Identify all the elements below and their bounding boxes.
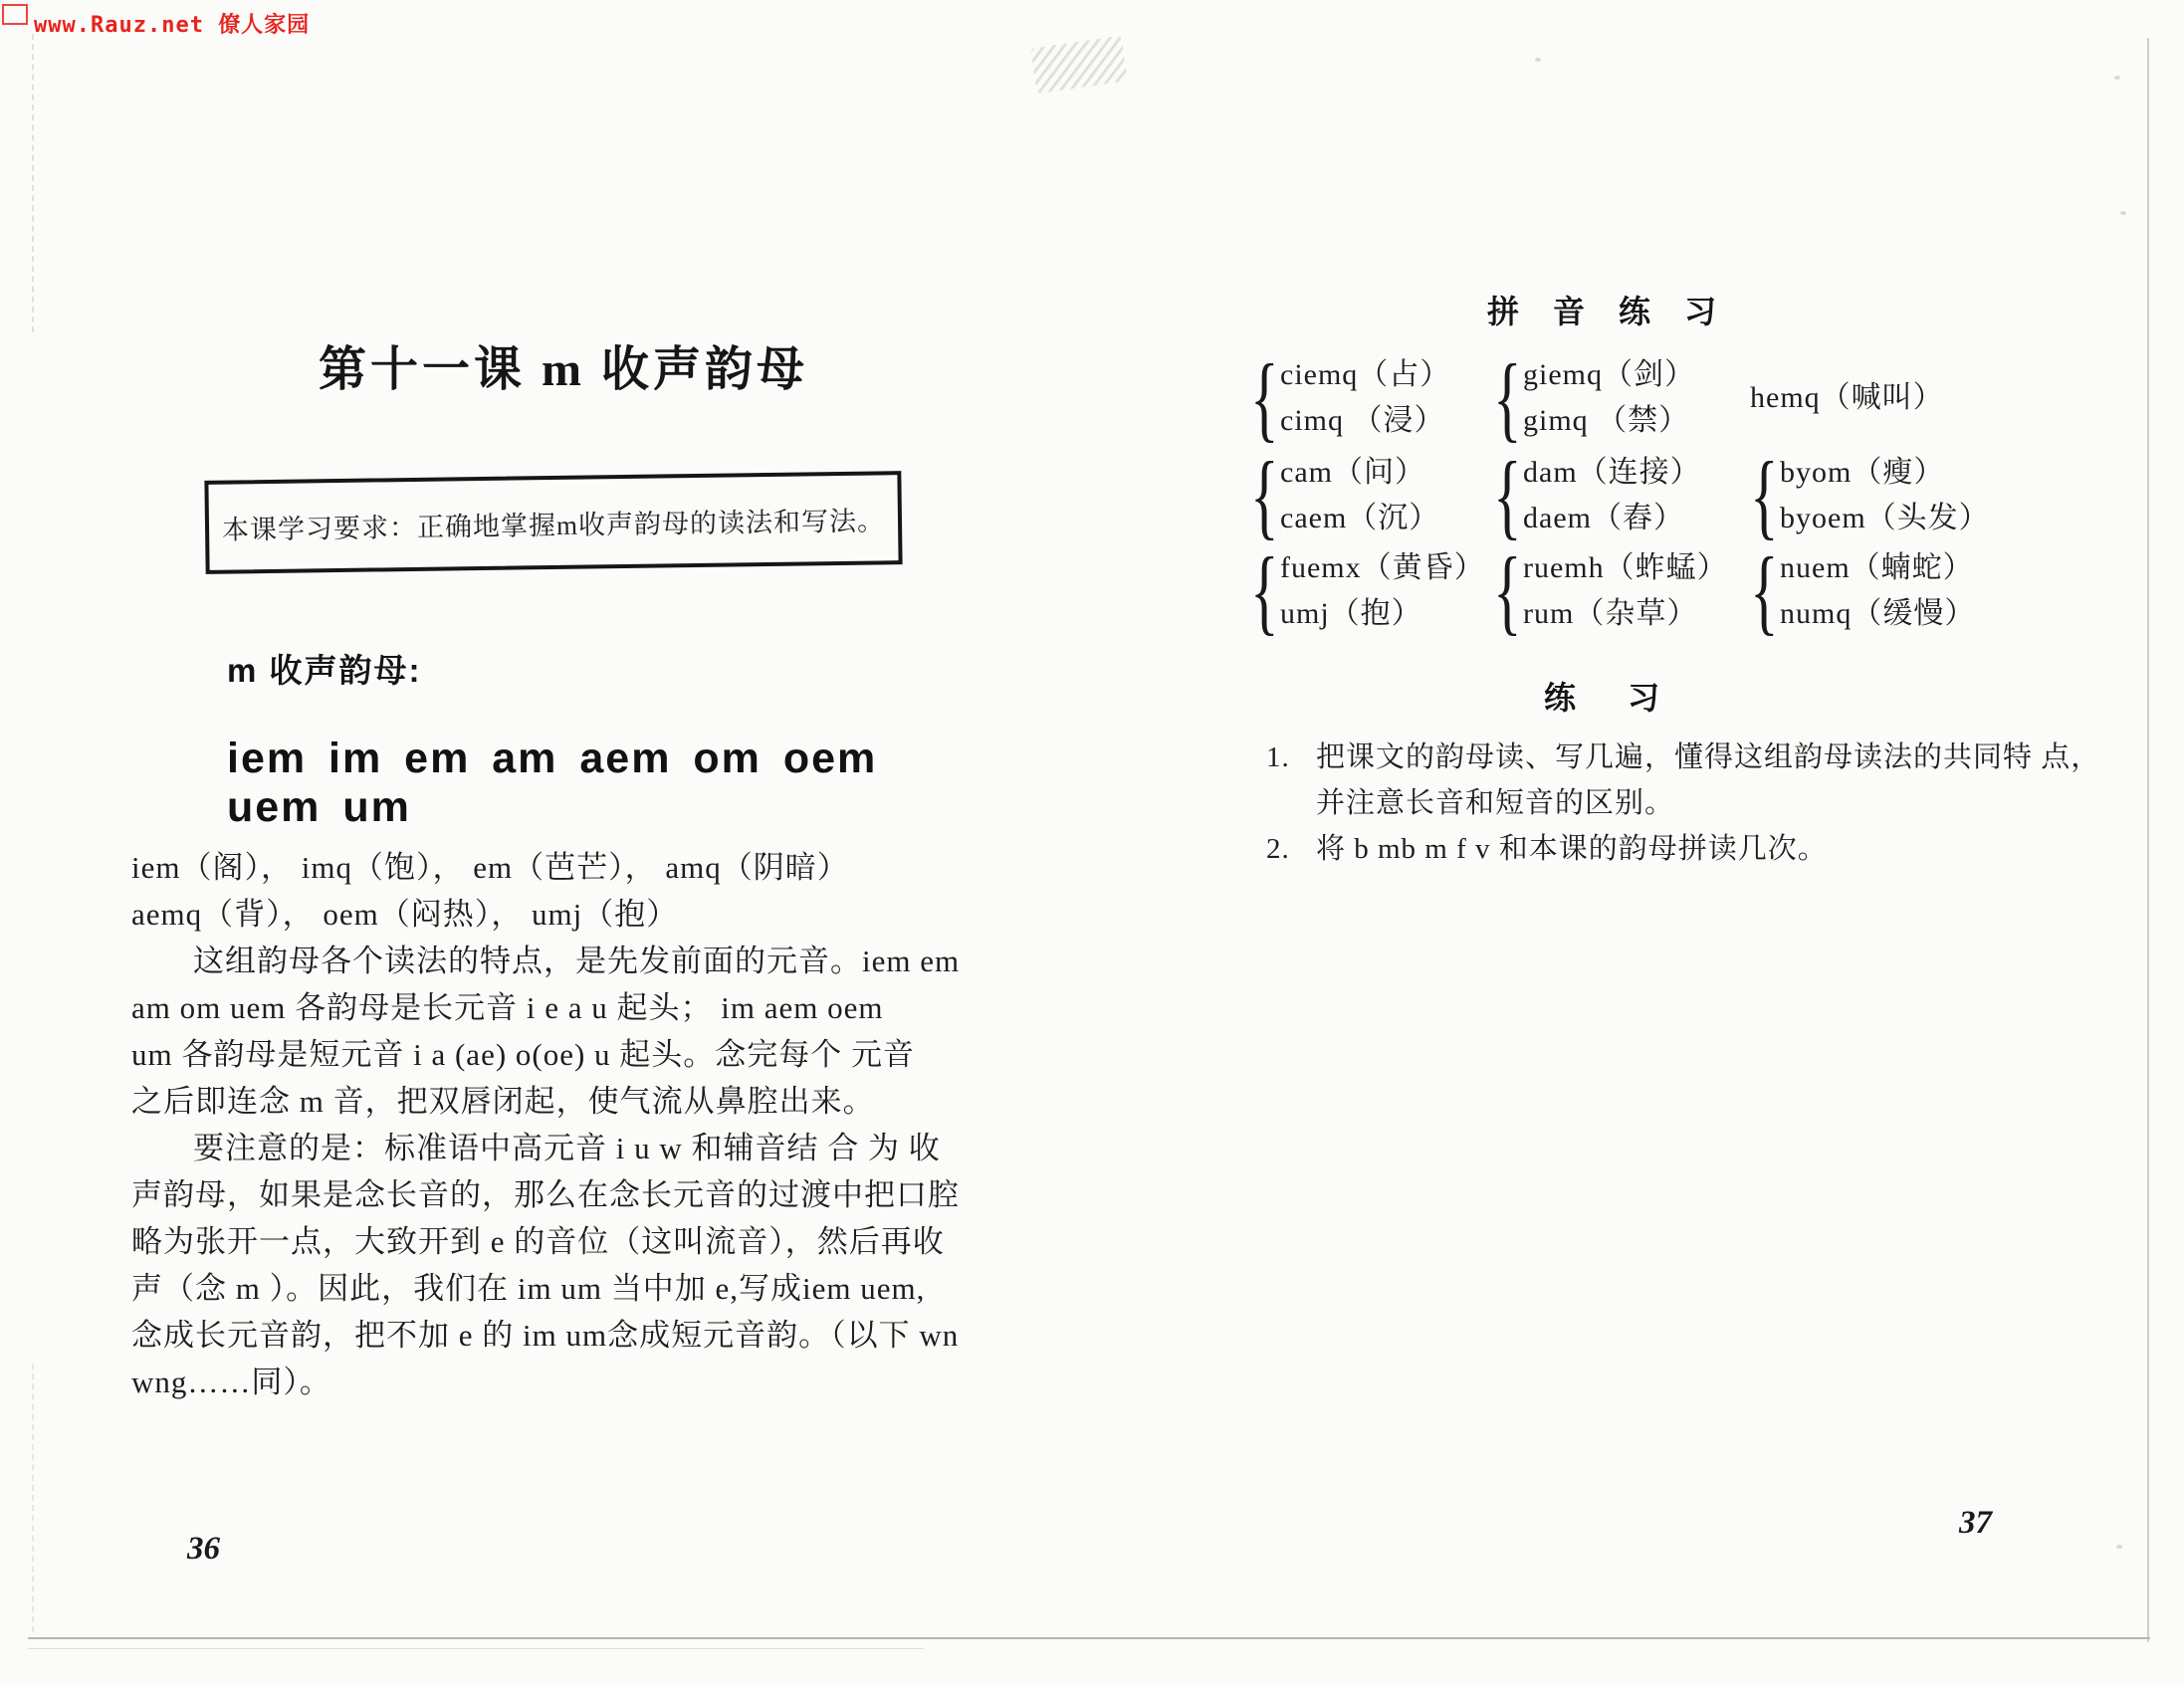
body-line: am om uem 各韵母是长元音 i e a u 起头； im aem oem [131, 990, 884, 1025]
watermark-text: www.Rauz.net 僚人家园 [34, 13, 311, 38]
body-line: 念成长元音韵，把不加 e 的 im um念成短元音韵。（以下 wn [131, 1318, 960, 1353]
body-line: 这组韵母各个读法的特点，是先发前面的元音。iem em [193, 944, 961, 978]
scan-edge-left-bottom [32, 1364, 36, 1632]
pinyin-pair-group [1250, 442, 1493, 548]
pinyin-word: numq（缓慢） [1780, 597, 1976, 630]
scan-speck [2120, 211, 2126, 215]
brace-icon: { [1493, 344, 1522, 451]
pinyin-pair-group [1493, 537, 1750, 644]
body-text [131, 844, 980, 1405]
body-line: 之后即连念 m 音，把双唇闭起，使气流从鼻腔出来。 [131, 1084, 875, 1119]
section-heading: m 收声韵母: [227, 652, 422, 689]
body-line: 要注意的是：标准语中高元音 i u w 和辅音结 合 为 收 [193, 1131, 941, 1165]
pinyin-pair-group [1493, 442, 1750, 548]
scan-speck [2116, 1545, 2122, 1549]
scan-edge-left-top [32, 34, 36, 332]
page-number-left: 36 [187, 1531, 220, 1567]
pinyin-pair-group [1250, 344, 1493, 451]
pinyin-word: dam（连接） [1523, 456, 1701, 489]
pinyin-word: byoem（头发） [1780, 502, 1990, 534]
brace-icon: { [1250, 344, 1279, 451]
pinyin-word: fuemx（黄昏） [1280, 551, 1485, 584]
brace-icon: { [1493, 442, 1522, 548]
scan-edge-bottom-2 [28, 1648, 924, 1649]
pinyin-pair-row [1250, 442, 2049, 548]
scan-edge-right [2147, 38, 2149, 1642]
watermark-corner-box [2, 4, 28, 25]
pinyin-word: cam（问） [1280, 456, 1425, 489]
pinyin-word: cimq （浸） [1280, 404, 1445, 437]
scan-edge-bottom [28, 1637, 2150, 1639]
pinyin-pair-group [1493, 344, 1750, 451]
pinyin-word: nuem（蝻蛇） [1780, 551, 1974, 584]
brace-icon: { [1750, 537, 1779, 644]
brace-icon: { [1250, 442, 1279, 548]
requirement-box [204, 471, 902, 574]
exercise-item-text: 并注意长音和短音的区别。 [1316, 787, 1675, 819]
pinyin-word: rum（杂草） [1523, 597, 1698, 630]
requirement-text: 本课学习要求：正确地掌握m收声韵母的读法和写法。 [221, 505, 886, 545]
pinyin-word: byom（瘦） [1780, 456, 1945, 489]
scan-smudge [1030, 36, 1128, 94]
brace-icon: { [1750, 442, 1779, 548]
pinyin-pair-group [1750, 537, 2049, 644]
body-line: 声（念 m ）。因此，我们在 im um 当中加 e,写成iem uem, [131, 1271, 926, 1306]
scan-speck [1535, 58, 1541, 62]
pinyin-word: ciemq（占） [1280, 358, 1451, 391]
lesson-title: 第十一课 m 收声韵母 [319, 343, 808, 396]
body-line: wng……同）。 [131, 1365, 331, 1399]
pinyin-word: giemq（剑） [1523, 358, 1695, 391]
exercise-item-text: 将 b mb m f v 和本课的韵母拼读几次。 [1316, 833, 1828, 865]
exercise-heading: 练 习 [1543, 680, 1661, 716]
pinyin-word: ruemh（蚱蜢） [1523, 551, 1728, 584]
exercise-item-text: 把课文的韵母读、写几遍，懂得这组韵母读法的共同特 点， [1316, 741, 2101, 773]
pinyin-pair-group [1750, 350, 2049, 446]
exercise-item-number: 2. [1266, 833, 1290, 865]
pinyin-word: gimq （禁） [1523, 404, 1690, 437]
pinyin-pair-row [1250, 537, 2049, 644]
body-line: 声韵母，如果是念长音的，那么在念长元音的过渡中把口腔 [131, 1177, 960, 1212]
pinyin-word: daem（舂） [1523, 502, 1684, 534]
finals-list: iem im em am aem om oem uem um [227, 735, 878, 831]
pinyin-pair-row [1250, 344, 2049, 451]
exercise-item-number: 1. [1266, 741, 1290, 773]
scan-speck [2114, 76, 2120, 80]
body-line: 略为张开一点，大致开到 e 的音位（这叫流音），然后再收 [131, 1224, 945, 1259]
pinyin-pair-group [1250, 537, 1493, 644]
body-line: um 各韵母是短元音 i a (ae) o(oe) u 起头。念完每个 元音 [131, 1037, 916, 1072]
body-line: aemq（背）， oem（闷热）， umj（抱） [131, 897, 679, 932]
pinyin-word: caem（沉） [1280, 502, 1440, 534]
brace-icon: { [1493, 537, 1522, 644]
brace-icon: { [1250, 537, 1279, 644]
pinyin-practice-heading: 拼 音 练 习 [1486, 294, 1718, 329]
pinyin-pair-group [1750, 442, 2049, 548]
pinyin-word: hemq（喊叫） [1750, 381, 1944, 414]
body-line: iem（阁）， imq（饱）， em（芭芒）， amq（阴暗） [131, 850, 849, 885]
pinyin-word: umj（抱） [1280, 597, 1422, 630]
page-number-right: 37 [1959, 1505, 1992, 1541]
